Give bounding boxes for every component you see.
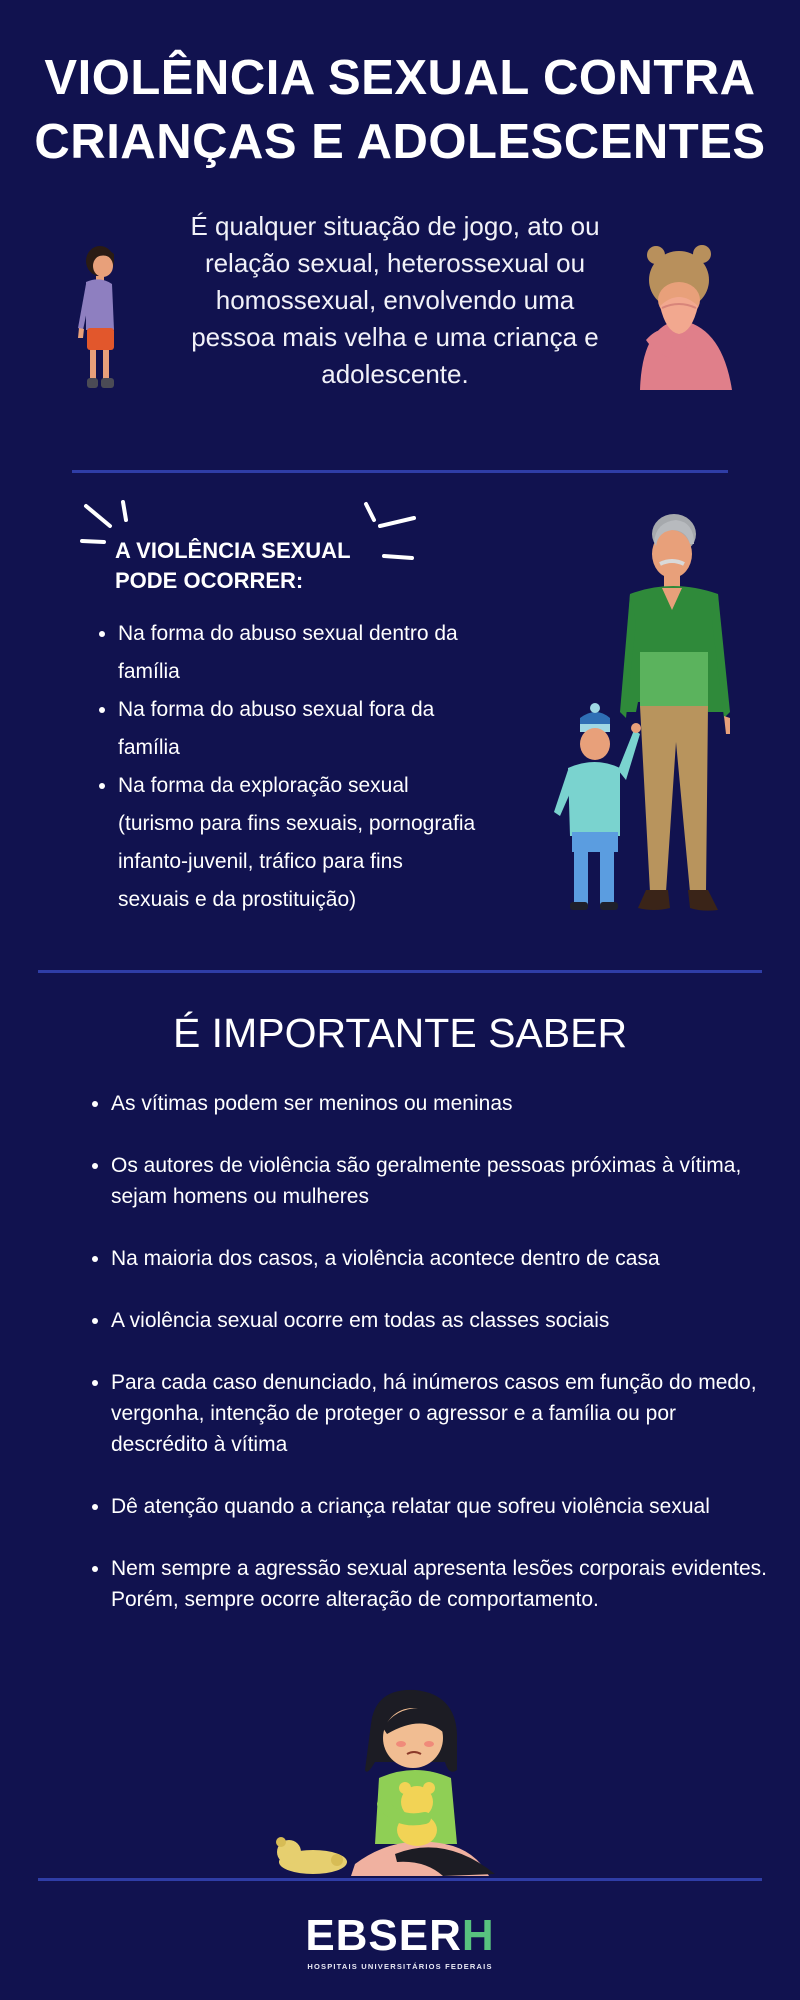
sad-girl-with-teddy-illustration bbox=[275, 1684, 525, 1880]
logo-wordmark bbox=[0, 1912, 800, 1960]
violence-section-title-line2: PODE OCORRER: bbox=[115, 568, 304, 593]
ebserh-logo bbox=[0, 1912, 800, 1971]
sad-boy-illustration bbox=[70, 238, 130, 393]
list-item: • As vítimas podem ser meninos ou meninas bbox=[111, 1088, 771, 1119]
important-section-title: É IMPORTANTE SABER bbox=[172, 1010, 628, 1056]
intro-text: É qualquer situação de jogo, ato ou relação sexual, heterossexual ou homossexual, envolvendo uma pessoa mais velha e uma criança e adolescente. bbox=[190, 211, 600, 389]
violence-section-title-line1: A VIOLÊNCIA SEXUAL bbox=[115, 538, 351, 563]
violence-section-title bbox=[115, 536, 415, 596]
logo-subtitle: HOSPITAIS UNIVERSITÁRIOS FEDERAIS bbox=[307, 1962, 493, 1971]
page-title bbox=[0, 46, 800, 174]
list-item: • Na maioria dos casos, a violência acontece dentro de casa bbox=[111, 1243, 771, 1274]
logo-wordmark-prefix: EBSER bbox=[305, 1911, 462, 1960]
logo-wordmark-suffix: H bbox=[461, 1911, 495, 1960]
divider bbox=[38, 1878, 762, 1881]
divider bbox=[72, 470, 728, 473]
old-man-and-child-illustration bbox=[530, 512, 740, 932]
page-title-line2: CRIANÇAS E ADOLESCENTES bbox=[34, 115, 766, 169]
violence-forms-list bbox=[86, 615, 478, 919]
list-item: • Os autores de violência são geralmente pessoas próximas à vítima, sejam homens ou mulheres bbox=[111, 1150, 771, 1212]
crying-girl-illustration bbox=[632, 240, 744, 390]
list-item: • A violência sexual ocorre em todas as classes sociais bbox=[111, 1305, 771, 1336]
list-item: • Para cada caso denunciado, há inúmeros casos em função do medo, vergonha, intenção de proteger o agressor e a família ou por descrédito à vítima bbox=[111, 1367, 771, 1460]
list-item: • Nem sempre a agressão sexual apresenta lesões corporais evidentes. Porém, sempre ocorre alteração de comportamento. bbox=[111, 1553, 771, 1615]
important-facts-list bbox=[80, 1088, 771, 1646]
page-title-line1: VIOLÊNCIA SEXUAL CONTRA bbox=[44, 51, 756, 105]
list-item: • Na forma do abuso sexual dentro da família bbox=[118, 615, 478, 691]
list-item: • Na forma da exploração sexual (turismo para fins sexuais, pornografia infanto-juvenil, tráfico para fins sexuais e da prostituição) bbox=[118, 767, 478, 919]
divider bbox=[38, 970, 762, 973]
list-item: • Na forma do abuso sexual fora da família bbox=[118, 691, 478, 767]
list-item: • Dê atenção quando a criança relatar que sofreu violência sexual bbox=[111, 1491, 771, 1522]
